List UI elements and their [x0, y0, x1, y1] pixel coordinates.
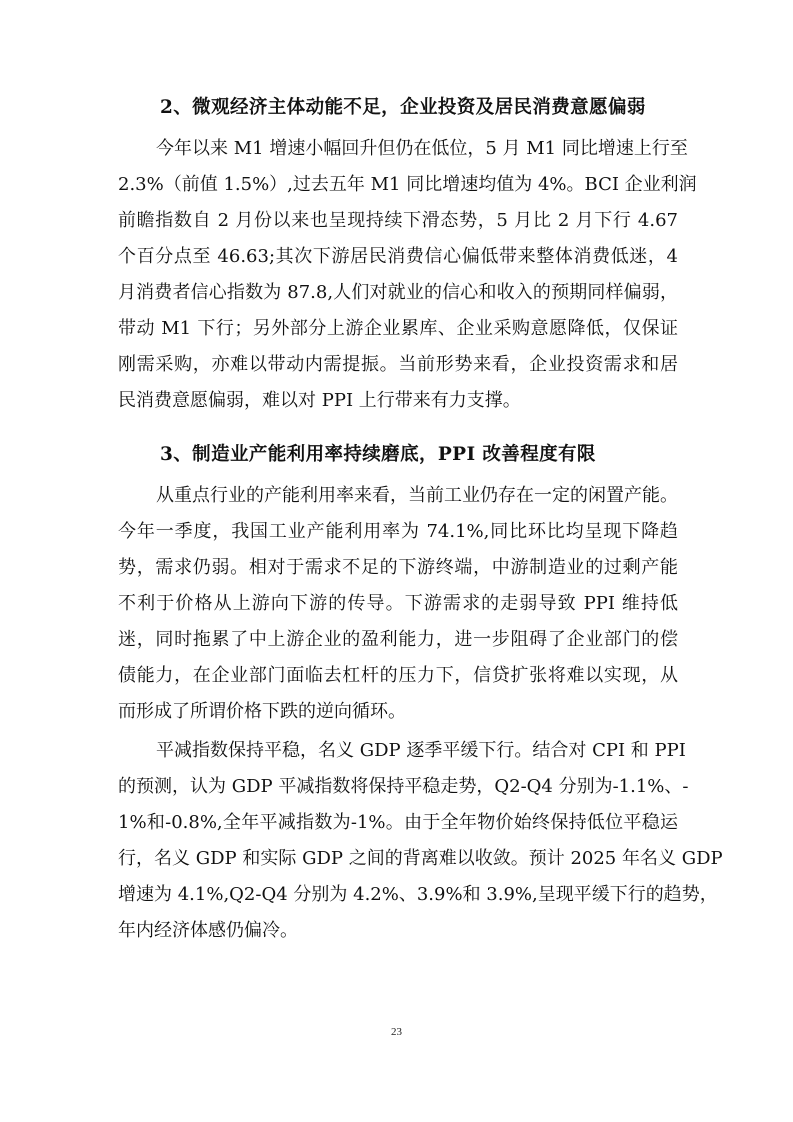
- text-line: 个百分点至 46.63;其次下游居民消费信心偏低带来整体消费低迷，4: [118, 246, 678, 267]
- text-line: 前瞻指数自 2 月份以来也呈现持续下滑态势，5 月比 2 月下行 4.67: [118, 210, 678, 231]
- text-line: 不利于价格从上游向下游的传导。下游需求的走弱导致 PPI 维持低: [118, 593, 678, 614]
- text-line: 今年一季度，我国工业产能利用率为 74.1%,同比环比均呈现下降趋: [118, 521, 678, 542]
- text-line: 月消费者信心指数为 87.8,人们对就业的信心和收入的预期同样偏弱，: [118, 282, 678, 303]
- text-line: 刚需采购，亦难以带动内需提振。当前形势来看，企业投资需求和居: [118, 354, 678, 375]
- text-line: 1%和-0.8%,全年平减指数为-1%。由于全年物价始终保持低位平稳运: [118, 812, 678, 833]
- text-line: 势，需求仍弱。相对于需求不足的下游终端，中游制造业的过剩产能: [118, 557, 678, 578]
- text-line: 2.3%（前值 1.5%）,过去五年 M1 同比增速均值为 4%。BCI 企业利润: [118, 174, 697, 195]
- text-line: 增速为 4.1%,Q2-Q4 分别为 4.2%、3.9%和 3.9%,呈现平缓下行的趋势，: [118, 884, 718, 905]
- text-line: 迷，同时拖累了中上游企业的盈利能力，进一步阻碍了企业部门的偿: [118, 629, 678, 650]
- page-number: 23: [391, 1026, 402, 1038]
- section-heading: 3、制造业产能利用率持续磨底，PPI 改善程度有限: [160, 444, 596, 465]
- text-line: 民消费意愿偏弱，难以对 PPI 上行带来有力支撑。: [118, 390, 521, 411]
- text-line: 从重点行业的产能利用率来看，当前工业仍存在一定的闲置产能。: [156, 485, 678, 506]
- text-line: 平减指数保持平稳，名义 GDP 逐季平缓下行。结合对 CPI 和 PPI: [156, 740, 686, 761]
- text-line: 今年以来 M1 增速小幅回升但仍在低位，5 月 M1 同比增速上行至: [156, 138, 688, 159]
- text-line: 而形成了所谓价格下跌的逆向循环。: [118, 701, 406, 722]
- text-line: 年内经济体感仍偏冷。: [118, 920, 298, 941]
- text-line: 行，名义 GDP 和实际 GDP 之间的背离难以收敛。预计 2025 年名义 GDP: [118, 848, 723, 869]
- text-line: 带动 M1 下行；另外部分上游企业累库、企业采购意愿降低，仅保证: [118, 318, 678, 339]
- text-line: 债能力，在企业部门面临去杠杆的压力下，信贷扩张将难以实现，从: [118, 665, 678, 686]
- section-heading: 2、微观经济主体动能不足，企业投资及居民消费意愿偏弱: [160, 97, 646, 118]
- text-line: 的预测，认为 GDP 平减指数将保持平稳走势，Q2-Q4 分别为-1.1%、-: [118, 776, 689, 797]
